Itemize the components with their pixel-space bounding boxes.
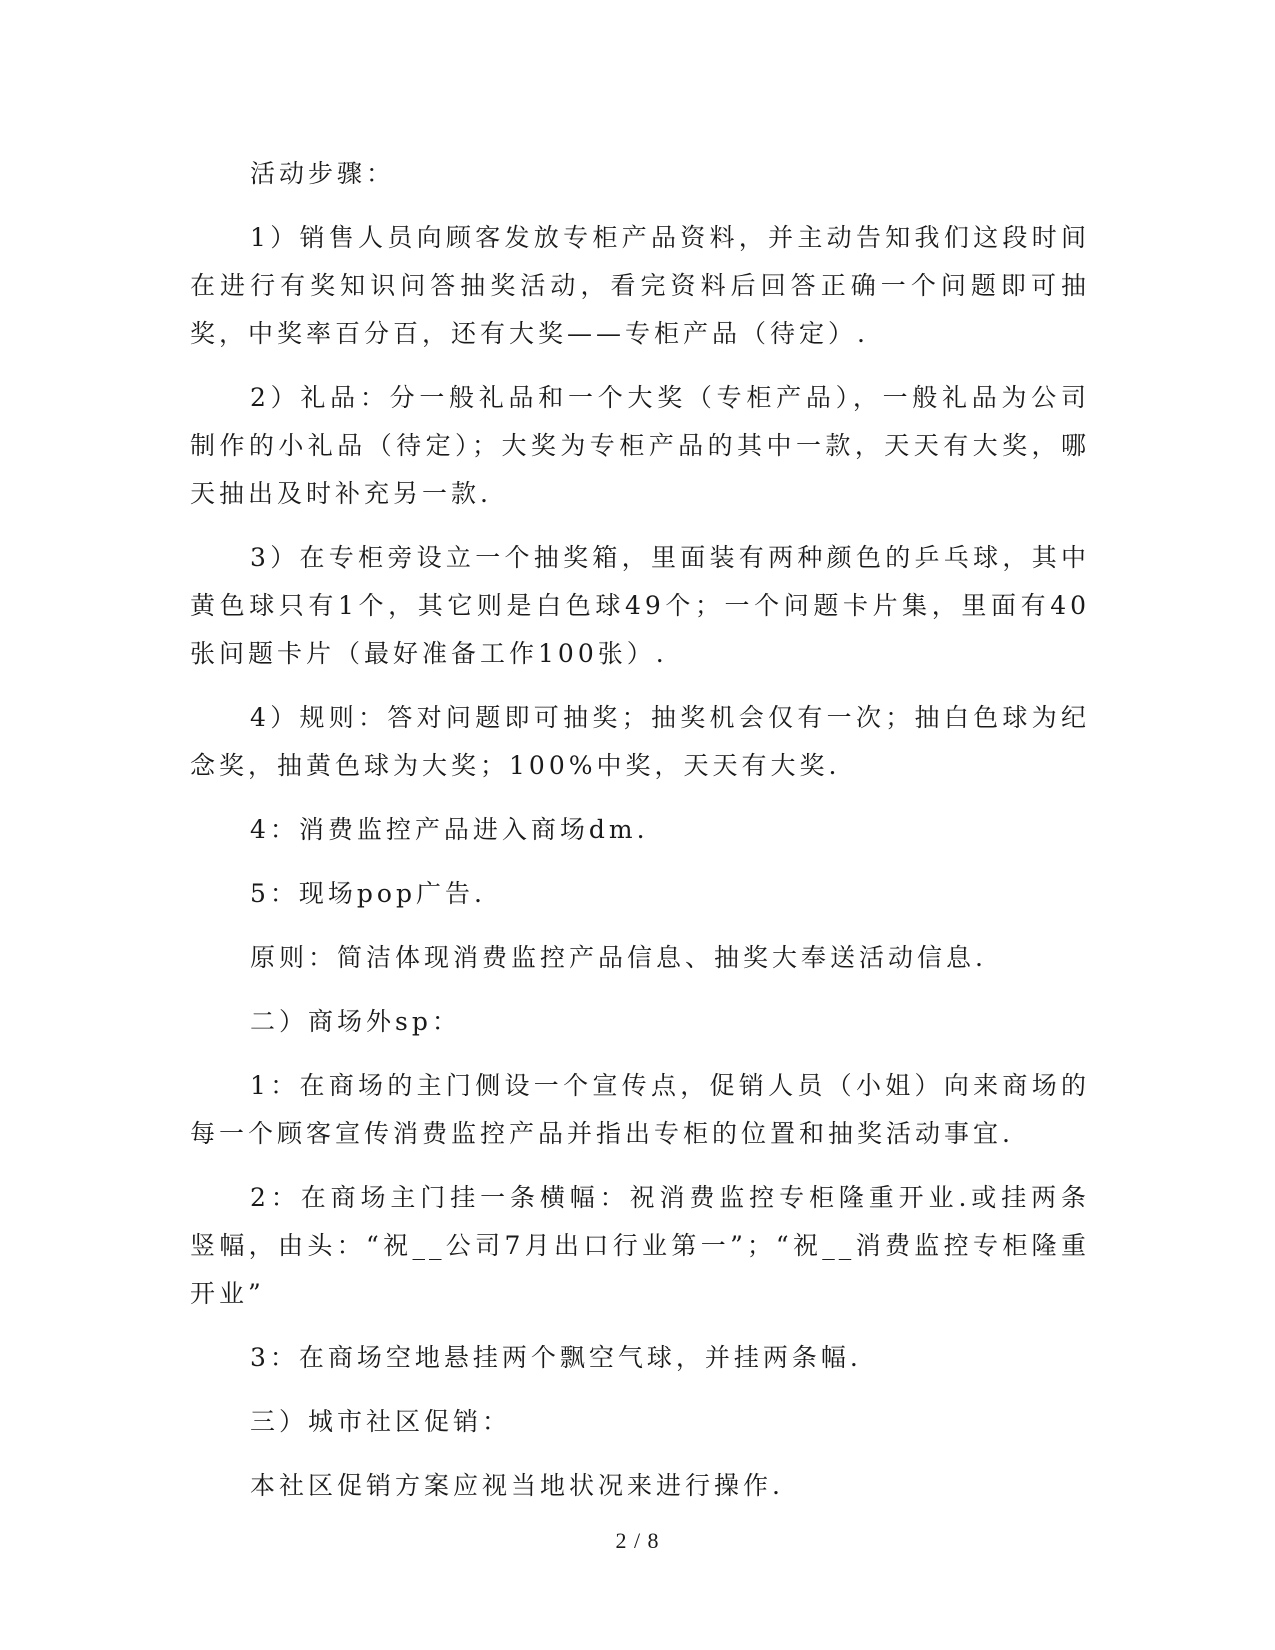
paragraph-step-2: 2）礼品：分一般礼品和一个大奖（专柜产品），一般礼品为公司制作的小礼品（待定）；大奖为专柜产品的其中一款，天天有大奖，哪天抽出及时补充另一款. (190, 383, 1090, 508)
paragraph-step-3: 3）在专柜旁设立一个抽奖箱，里面装有两种颜色的乒乓球，其中黄色球只有1个，其它则是白色球49个；一个问题卡片集，里面有40张问题卡片（最好准备工作100张）. (190, 543, 1090, 668)
paragraph-outside-2: 2：在商场主门挂一条横幅：祝消费监控专柜隆重开业.或挂两条竖幅，由头：“祝__公司7月出口行业第一”；“祝__消费监控专柜隆重开业” (190, 1183, 1090, 1308)
paragraph-step-4: 4）规则：答对问题即可抽奖；抽奖机会仅有一次；抽白色球为纪念奖，抽黄色球为大奖；100%中奖，天天有大奖. (190, 703, 1090, 780)
paragraph-step-1: 1）销售人员向顾客发放专柜产品资料，并主动告知我们这段时间在进行有奖知识问答抽奖活动，看完资料后回答正确一个问题即可抽奖，中奖率百分百，还有大奖——专柜产品（待定）. (190, 223, 1090, 348)
paragraph-community-heading: 三）城市社区促销： (250, 1407, 512, 1436)
paragraph-dm: 4：消费监控产品进入商场dm. (250, 815, 649, 844)
page-number: 2 / 8 (615, 1528, 660, 1553)
paragraph-principle: 原则：简洁体现消费监控产品信息、抽奖大奉送活动信息. (250, 943, 987, 972)
paragraph-outside-3: 3：在商场空地悬挂两个飘空气球，并挂两条幅. (250, 1343, 862, 1372)
paragraph-activity-steps-heading: 活动步骤： (250, 159, 396, 188)
paragraph-community-note: 本社区促销方案应视当地状况来进行操作. (250, 1471, 784, 1500)
paragraph-pop: 5：现场pop广告. (250, 879, 486, 908)
paragraph-outside-sp-heading: 二）商场外sp： (250, 1007, 461, 1036)
document-body (190, 150, 1090, 1526)
paragraph-outside-1: 1：在商场的主门侧设一个宣传点，促销人员（小姐）向来商场的每一个顾客宣传消费监控产品并指出专柜的位置和抽奖活动事宜. (190, 1071, 1090, 1148)
